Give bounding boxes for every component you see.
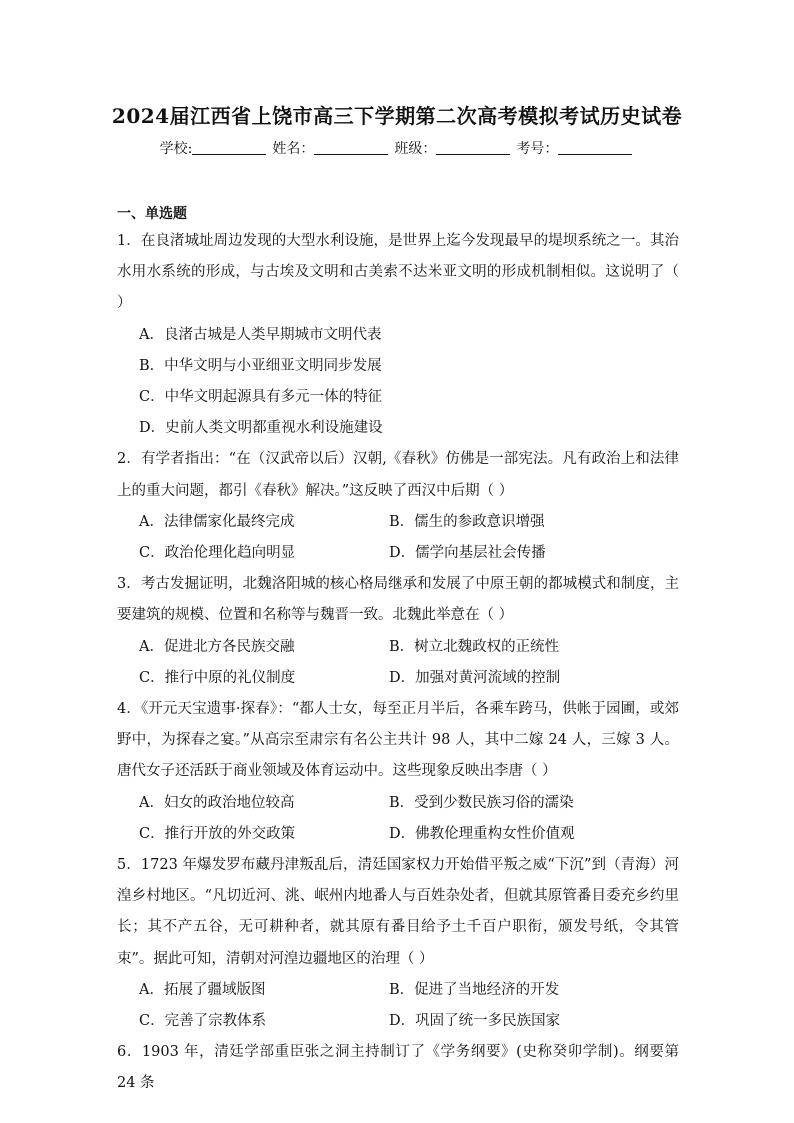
class-label: 班级： (394, 141, 437, 157)
section-heading: 一、单选题 (117, 206, 187, 222)
option-row (117, 663, 679, 694)
class-field (394, 138, 512, 158)
question-1 (117, 226, 679, 444)
option-b[interactable]: B．树立北魏政权的正统性 (389, 638, 560, 655)
option-c[interactable]: C．完善了宗教体系 (139, 1013, 267, 1030)
option-a[interactable]: A．良渚古城是人类早期城市文明代表 (139, 326, 382, 343)
exam-title: 2024届江西省上饶市高三下学期第二次高考模拟考试历史试卷 (111, 104, 683, 128)
option-c[interactable]: C．中华文明起源具有多元一体的特征 (139, 389, 383, 406)
option-c[interactable]: C．推行中原的礼仪制度 (139, 669, 296, 686)
question-2 (117, 444, 679, 569)
option-d[interactable]: D．儒学向基层社会传播 (389, 545, 546, 562)
option-b[interactable]: B．受到少数民族习俗的濡染 (389, 794, 574, 811)
number-blank[interactable] (558, 140, 632, 155)
school-label: 学校: (159, 141, 193, 157)
option-a[interactable]: A．妇女的政治地位较高 (139, 794, 295, 811)
question-6 (117, 1037, 679, 1099)
number-field (516, 138, 634, 158)
option-row (117, 1006, 679, 1037)
option-c[interactable]: C．政治伦理化趋向明显 (139, 545, 296, 562)
question-stem: 2．有学者指出：“在（汉武帝以后）汉朝,《春秋》仿佛是一部宪法。凡有政治上和法律上的重大问题，都引《春秋》解决。”这反映了西汉中后期（ ） (117, 451, 679, 499)
question-stem: 1．在良渚城址周边发现的大型水利设施，是世界上迄今发现最早的堤坝系统之一。其治水用水系统的形成，与古埃及文明和古美索不达米亚文明的形成机制相似。这说明了（ ） (117, 233, 679, 312)
number-label: 考号： (516, 141, 559, 157)
option-row (117, 975, 679, 1006)
question-stem: 3．考古发掘证明，北魏洛阳城的核心格局继承和发展了中原王朝的都城模式和制度，主要建筑的规模、位置和名称等与魏晋一致。北魏此举意在（ ） (117, 576, 679, 624)
option-row (117, 538, 679, 569)
option-row (117, 788, 679, 819)
option-row (117, 632, 679, 663)
option-row (117, 507, 679, 538)
question-3 (117, 569, 679, 694)
option-a[interactable]: A．促进北方各民族交融 (139, 638, 295, 655)
name-blank[interactable] (314, 140, 388, 155)
class-blank[interactable] (436, 140, 510, 155)
question-list (117, 226, 679, 1100)
school-field (160, 138, 269, 158)
school-blank[interactable] (192, 140, 266, 155)
option-d[interactable]: D．史前人类文明都重视水利设施建设 (139, 420, 383, 437)
option-c[interactable]: C．推行开放的外交政策 (139, 825, 296, 842)
name-field (272, 138, 390, 158)
option-d[interactable]: D．加强对黄河流域的控制 (389, 669, 561, 686)
option-b[interactable]: B．促进了当地经济的开发 (389, 981, 560, 998)
name-label: 姓名： (272, 141, 315, 157)
option-d[interactable]: D．佛教伦理重构女性价值观 (389, 825, 575, 842)
option-b[interactable]: B．儒生的参政意识增强 (389, 513, 545, 530)
option-row (117, 819, 679, 850)
student-info-line (0, 138, 794, 158)
question-stem: 4．《开元天宝遗事·探春》：“都人士女，每至正月半后，各乘车跨马，供帐于园圃，或郊野中，为探春之宴。”从高宗至肃宗有名公主共计 98 人，其中二嫁 24 人，三嫁 3 人。唐代女子还活跃于商业领域及体育运动中。这些现象反映出李唐（ ） (117, 701, 679, 780)
question-stem: 6．1903 年，清廷学部重臣张之洞主持制订了《学务纲要》(史称癸卯学制)。纲要第 24 条 (117, 1044, 679, 1092)
question-4 (117, 694, 679, 850)
option-a[interactable]: A．拓展了疆域版图 (139, 981, 266, 998)
option-b[interactable]: B．中华文明与小亚细亚文明同步发展 (139, 357, 382, 374)
question-5 (117, 850, 679, 1037)
question-stem: 5．1723 年爆发罗布藏丹津叛乱后，清廷国家权力开始借平叛之威“下沉”到（青海）河湟乡村地区。“凡切近河、洮、岷州内地番人与百姓杂处者，但就其原管番目委充乡约里长；其不产五谷，无可耕种者，就其原有番目给予土千百户职衔，颁发号纸，令其管束”。据此可知，清朝对河湟边疆地区的治理（ ） (117, 857, 679, 967)
option-d[interactable]: D．巩固了统一多民族国家 (389, 1013, 561, 1030)
option-a[interactable]: A．法律儒家化最终完成 (139, 513, 295, 530)
